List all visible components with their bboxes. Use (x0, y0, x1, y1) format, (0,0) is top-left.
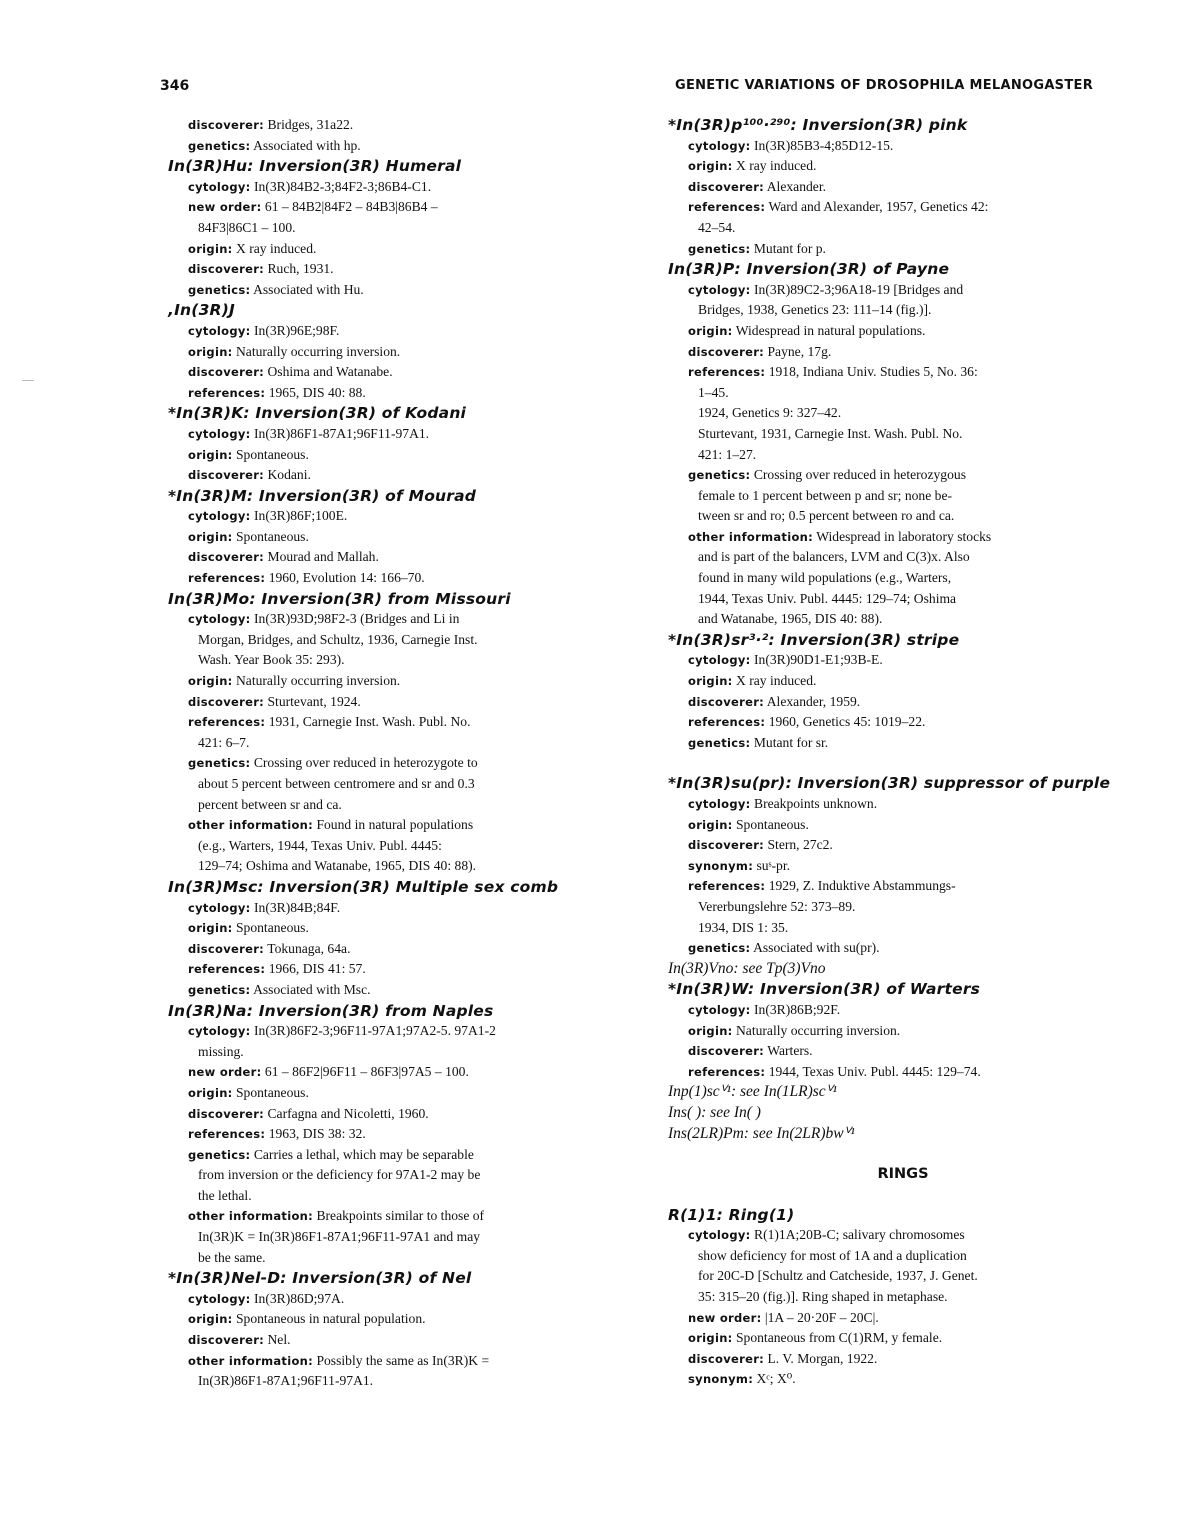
entry-field (168, 259, 598, 280)
entry-field (668, 197, 1098, 218)
entry-field (168, 918, 598, 939)
field-value: Found in natural populations (316, 817, 474, 833)
field-label: origin: (688, 1331, 733, 1346)
field-value: Naturally occurring inversion. (235, 673, 401, 689)
entry-field (668, 794, 1098, 815)
entry-field (668, 712, 1098, 733)
field-value: Mutant for sr. (753, 734, 829, 750)
continuation-line: Morgan, Bridges, and Schultz, 1936, Carnegie Inst. (198, 631, 478, 647)
field-value: Associated with Hu. (253, 281, 364, 297)
field-label: genetics: (688, 468, 751, 483)
field-value: In(3R)85B3-4;85D12-15. (754, 137, 894, 153)
entry-heading: *In(3R)p¹⁰⁰·²⁹⁰: Inversion(3R) pink (668, 116, 968, 134)
entry-field (168, 753, 598, 774)
entry-field (168, 1145, 598, 1166)
continuation-line: for 20C-D [Schultz and Catcheside, 1937, J. Genet. (698, 1268, 978, 1284)
entry-field (168, 280, 598, 301)
field-value: 1929, Z. Induktive Abstammungs- (768, 878, 956, 894)
field-value: Alexander, 1959. (766, 693, 861, 709)
continuation-line: 42–54. (698, 219, 736, 235)
field-value: In(3R)84B2-3;84F2-3;86B4-C1. (254, 178, 432, 194)
field-label: discoverer: (188, 262, 265, 277)
continuation-line: and is part of the balancers, LVM and C(3)x. Also (698, 549, 970, 565)
entry-field (168, 321, 598, 342)
entry-field (668, 136, 1098, 157)
entry-heading: In(3R)Na: Inversion(3R) from Naples (168, 1001, 494, 1020)
continuation-line: show deficiency for most of 1A and a duplication (698, 1247, 967, 1263)
field-value: Carries a lethal, which may be separable (253, 1146, 474, 1162)
field-value: Crossing over reduced in heterozygote to (253, 755, 478, 771)
continuation-line: Wash. Year Book 35: 293). (198, 652, 345, 668)
entry-field (168, 609, 598, 630)
entry-field (168, 424, 598, 445)
field-label: discoverer: (188, 365, 265, 380)
field-value: Carfagna and Nicoletti, 1960. (267, 1105, 429, 1121)
spacer (668, 753, 1098, 773)
field-value: In(3R)89C2-3;96A18-19 [Bridges and (754, 281, 964, 297)
continuation-line: tween sr and ro; 0.5 percent between ro and ca. (698, 508, 955, 524)
entry-field (168, 115, 598, 136)
field-value: Spontaneous. (235, 1084, 309, 1100)
continuation-line: found in many wild populations (e.g., Warters, (698, 570, 952, 586)
field-value: In(3R)93D;98F2-3 (Bridges and Li in (254, 611, 460, 627)
continuation-line: Vererbungslehre 52: 373–89. (698, 898, 856, 914)
continuation-line: from inversion or the deficiency for 97A1-2 may be (198, 1167, 481, 1183)
entry-field (168, 527, 598, 548)
field-label: other information: (688, 529, 814, 544)
field-label: genetics: (188, 1147, 251, 1162)
field-label: references: (688, 879, 766, 894)
field-value: 1918, Indiana Univ. Studies 5, No. 36: (768, 364, 978, 380)
field-label: references: (188, 962, 266, 977)
field-value: 1960, Genetics 45: 1019–22. (768, 714, 926, 730)
entry-field (668, 1062, 1098, 1083)
cross-reference: Inp(1)scⱽ¹: see In(1LR)scⱽ¹ (668, 1083, 837, 1101)
field-value: Tokunaga, 64a. (267, 940, 351, 956)
entry-field (168, 815, 598, 836)
field-label: genetics: (188, 756, 251, 771)
field-label: discoverer: (188, 118, 265, 132)
entry-field (168, 1351, 598, 1372)
field-value: X ray induced. (235, 240, 317, 256)
entry-field (168, 1206, 598, 1227)
field-value: Spontaneous. (235, 920, 309, 936)
field-value: Nel. (267, 1332, 291, 1348)
entry-field (168, 445, 598, 466)
continuation-line: 1934, DIS 1: 35. (698, 919, 789, 935)
field-label: discoverer: (188, 1106, 265, 1121)
field-value: Associated with hp. (253, 137, 361, 153)
field-value: 61 – 84B2|84F2 – 84B3|86B4 – (264, 199, 438, 215)
field-value: X ray induced. (735, 673, 817, 689)
continuation-line: In(3R)K = In(3R)86F1-87A1;96F11-97A1 and may (198, 1229, 481, 1245)
field-label: cytology: (188, 1291, 251, 1306)
field-label: references: (688, 365, 766, 380)
entry-field (668, 1021, 1098, 1042)
field-label: cytology: (188, 900, 251, 915)
field-label: references: (188, 1127, 266, 1142)
field-label: cytology: (188, 179, 251, 194)
running-title: GENETIC VARIATIONS OF DROSOPHILA MELANOGASTER (674, 78, 1093, 93)
entry-heading: *In(3R)W: Inversion(3R) of Warters (668, 980, 981, 999)
entry-field (168, 197, 598, 218)
field-value: Spontaneous. (235, 446, 309, 462)
field-label: new order: (688, 1310, 762, 1325)
field-label: cytology: (688, 653, 751, 668)
field-label: cytology: (688, 797, 751, 811)
entry-field (668, 527, 1098, 548)
entry-field (168, 362, 598, 383)
field-value: In(3R)86B;92F. (754, 1001, 841, 1017)
field-label: discoverer: (688, 838, 765, 853)
entry-field (168, 980, 598, 1001)
entry-field (668, 177, 1098, 198)
continuation-line: (e.g., Warters, 1944, Texas Univ. Publ. 4445: (198, 837, 442, 853)
entry-field (668, 692, 1098, 713)
field-label: new order: (188, 200, 262, 215)
entry-heading: In(3R)Mo: Inversion(3R) from Missouri (168, 589, 511, 608)
field-value: Breakpoints unknown. (754, 796, 878, 811)
field-label: origin: (688, 323, 733, 338)
field-value: In(3R)84B;84F. (254, 899, 341, 915)
continuation-line: and Watanabe, 1965, DIS 40: 88). (698, 611, 883, 627)
field-label: genetics: (688, 941, 751, 956)
continuation-line: In(3R)86F1-87A1;96F11-97A1. (198, 1373, 374, 1389)
field-label: cytology: (688, 1002, 751, 1017)
spacer (668, 1144, 1098, 1164)
entry-field (168, 692, 598, 713)
field-label: other information: (188, 1209, 314, 1224)
field-value: Stern, 27c2. (767, 837, 833, 853)
continuation-line: 129–74; Oshima and Watanabe, 1965, DIS 40: 88). (198, 858, 477, 874)
field-value: |1A – 20·20F – 20C|. (764, 1309, 879, 1325)
field-value: Sturtevant, 1924. (267, 693, 361, 709)
entry-field (168, 136, 598, 157)
entry-heading: *In(3R)M: Inversion(3R) of Mourad (168, 486, 477, 505)
field-label: origin: (188, 1312, 233, 1327)
page-number: 346 (160, 78, 190, 94)
field-label: discoverer: (688, 1044, 765, 1059)
field-value: Oshima and Watanabe. (267, 364, 393, 380)
right-column (668, 115, 1111, 1390)
field-label: discoverer: (188, 1333, 265, 1348)
continuation-line: 1944, Texas Univ. Publ. 4445: 129–74; Oshima (698, 590, 957, 606)
continuation-line: be the same. (198, 1249, 266, 1265)
entry-field (668, 733, 1098, 754)
field-label: genetics: (688, 241, 751, 256)
field-value: Ruch, 1931. (267, 261, 334, 277)
field-label: origin: (688, 817, 733, 832)
field-label: cytology: (688, 138, 751, 153)
field-value: Widespread in laboratory stocks (816, 528, 992, 544)
field-label: origin: (188, 921, 233, 936)
entry-field (668, 671, 1098, 692)
field-label: cytology: (188, 323, 251, 338)
cross-reference: Ins( ): see In( ) (668, 1103, 761, 1121)
continuation-line: 1–45. (698, 384, 729, 400)
entry-heading: *In(3R)su(pr): Inversion(3R) suppressor of purple (668, 774, 1111, 793)
field-label: discoverer: (688, 344, 765, 359)
entry-field (668, 876, 1098, 897)
field-value: Spontaneous in natural population. (235, 1311, 426, 1327)
field-value: R(1)1A;20B-C; salivary chromosomes (754, 1227, 965, 1243)
field-value: In(3R)86D;97A. (254, 1290, 345, 1306)
field-label: genetics: (188, 982, 251, 997)
field-label: cytology: (688, 1228, 751, 1243)
field-value: Breakpoints similar to those of (316, 1208, 485, 1224)
cross-reference: Ins(2LR)Pm: see In(2LR)bwⱽ¹ (668, 1124, 855, 1142)
entry-field (668, 280, 1098, 301)
entry-field (168, 239, 598, 260)
margin-mark (22, 380, 34, 381)
field-value: Warters. (767, 1043, 813, 1059)
field-value: In(3R)86F2-3;96F11-97A1;97A2-5. 97A1-2 (254, 1023, 496, 1039)
entry-field (168, 465, 598, 486)
continuation-line: Sturtevant, 1931, Carnegie Inst. Wash. Publ. No. (698, 425, 963, 441)
entry-heading: In(3R)Msc: Inversion(3R) Multiple sex comb (168, 877, 559, 896)
entry-field (168, 671, 598, 692)
entry-field (668, 1328, 1098, 1349)
field-value: Spontaneous from C(1)RM, y female. (735, 1330, 943, 1346)
continuation-line: Bridges, 1938, Genetics 23: 111–14 (fig.)]. (698, 302, 932, 318)
entry-field (168, 383, 598, 404)
field-label: other information: (188, 1353, 314, 1368)
entry-field (168, 1021, 598, 1042)
field-value: Kodani. (267, 467, 311, 483)
entry-heading: *In(3R)sr³·²: Inversion(3R) stripe (668, 630, 960, 649)
field-label: cytology: (188, 612, 251, 627)
field-label: discoverer: (188, 550, 265, 565)
entry-field (168, 506, 598, 527)
entry-field (668, 938, 1098, 959)
field-label: references: (188, 571, 266, 586)
entry-field (168, 1124, 598, 1145)
entry-field (668, 362, 1098, 383)
continuation-line: the lethal. (198, 1187, 252, 1203)
field-label: other information: (188, 818, 314, 833)
cross-reference: In(3R)Vno: see Tp(3)Vno (668, 959, 826, 977)
entry-field (668, 1000, 1098, 1021)
field-label: origin: (188, 529, 233, 544)
field-value: X ray induced. (735, 158, 817, 174)
entry-field (168, 1062, 598, 1083)
field-label: references: (688, 200, 766, 215)
field-value: Mutant for p. (753, 240, 826, 256)
field-label: origin: (188, 344, 233, 359)
entry-field (668, 650, 1098, 671)
continuation-line: missing. (198, 1043, 244, 1059)
field-value: Bridges, 31a22. (267, 117, 354, 132)
field-value: Crossing over reduced in heterozygous (753, 467, 966, 483)
entry-heading: ,In(3R)J (168, 301, 235, 320)
field-label: references: (688, 715, 766, 730)
field-label: synonym: (688, 858, 754, 873)
continuation-line: 84F3|86C1 – 100. (198, 219, 296, 235)
field-label: origin: (688, 159, 733, 174)
field-value: 1944, Texas Univ. Publ. 4445: 129–74. (768, 1063, 981, 1079)
field-label: origin: (688, 1023, 733, 1038)
field-label: references: (688, 1064, 766, 1079)
field-value: 1960, Evolution 14: 166–70. (268, 570, 425, 586)
field-label: cytology: (188, 426, 251, 441)
field-label: origin: (188, 241, 233, 256)
field-value: Naturally occurring inversion. (735, 1022, 901, 1038)
field-value: Spontaneous. (235, 528, 309, 544)
continuation-line: about 5 percent between centromere and sr and 0.3 (198, 776, 475, 791)
entry-field (168, 959, 598, 980)
field-label: origin: (688, 674, 733, 689)
entry-field (168, 898, 598, 919)
continuation-line: 421: 6–7. (198, 734, 250, 750)
field-value: Associated with su(pr). (753, 940, 880, 956)
entry-field (168, 1083, 598, 1104)
field-value: Associated with Msc. (253, 981, 371, 997)
entry-field (168, 177, 598, 198)
entry-field (168, 547, 598, 568)
entry-field (168, 568, 598, 589)
continuation-line: 421: 1–27. (698, 446, 757, 462)
entry-field (668, 156, 1098, 177)
entry-heading: *In(3R)Nel-D: Inversion(3R) of Nel (168, 1269, 472, 1288)
field-label: discoverer: (188, 468, 265, 483)
entry-field (668, 815, 1098, 836)
entry-field (168, 1330, 598, 1351)
left-column (168, 115, 598, 1392)
field-label: origin: (188, 674, 233, 689)
continuation-line: percent between sr and ca. (198, 796, 342, 812)
field-value: L. V. Morgan, 1922. (767, 1350, 878, 1366)
entry-field (668, 1308, 1098, 1329)
field-label: discoverer: (188, 694, 265, 709)
field-label: discoverer: (688, 179, 765, 194)
entry-heading: *In(3R)K: Inversion(3R) of Kodani (168, 404, 467, 423)
entry-field (168, 342, 598, 363)
entry-field (168, 939, 598, 960)
field-label: new order: (188, 1065, 262, 1080)
field-value: In(3R)86F1-87A1;96F11-97A1. (254, 425, 430, 441)
section-heading: RINGS (877, 1166, 929, 1183)
continuation-line: 1924, Genetics 9: 327–42. (698, 405, 842, 421)
entry-heading: In(3R)P: Inversion(3R) of Payne (668, 260, 950, 279)
entry-field (668, 239, 1098, 260)
entry-field (168, 1104, 598, 1125)
entry-field (668, 856, 1098, 877)
field-label: references: (188, 385, 266, 400)
field-label: cytology: (188, 509, 251, 524)
entry-field (668, 1349, 1098, 1370)
field-value: 1963, DIS 38: 32. (268, 1126, 366, 1142)
field-value: 61 – 86F2|96F11 – 86F3|97A5 – 100. (264, 1064, 469, 1080)
field-value: suˢ-pr. (756, 857, 790, 873)
field-value: Mourad and Mallah. (267, 549, 379, 565)
entry-field (668, 321, 1098, 342)
field-label: discoverer: (188, 941, 265, 956)
field-value: Naturally occurring inversion. (235, 343, 401, 359)
field-value: Payne, 17g. (767, 343, 832, 359)
entry-field (668, 1041, 1098, 1062)
continuation-line: 35: 315–20 (fig.)]. Ring shaped in metaphase. (698, 1289, 948, 1305)
field-value: 1931, Carnegie Inst. Wash. Publ. No. (268, 714, 471, 730)
entry-heading: R(1)1: Ring(1) (668, 1205, 795, 1224)
entry-field (168, 712, 598, 733)
field-value: Widespread in natural populations. (735, 322, 926, 338)
entry-field (168, 1309, 598, 1330)
field-label: synonym: (688, 1372, 754, 1387)
field-label: discoverer: (688, 1351, 765, 1366)
field-value: Xᶜ; X⁰. (756, 1371, 796, 1387)
field-value: Ward and Alexander, 1957, Genetics 42: (768, 199, 989, 215)
field-value: In(3R)90D1-E1;93B-E. (754, 652, 883, 668)
continuation-line: female to 1 percent between p and sr; none be- (698, 487, 953, 503)
field-value: 1966, DIS 41: 57. (268, 961, 366, 977)
field-value: Alexander. (766, 178, 826, 194)
entry-field (668, 835, 1098, 856)
entry-field (668, 1225, 1098, 1246)
entry-field (668, 465, 1098, 486)
field-label: discoverer: (688, 694, 765, 709)
spacer (668, 1185, 1098, 1205)
entry-field (668, 1369, 1098, 1390)
field-label: origin: (188, 447, 233, 462)
field-label: cytology: (188, 1024, 251, 1039)
field-value: In(3R)96E;98F. (254, 322, 340, 338)
field-value: Possibly the same as In(3R)K = (316, 1352, 490, 1368)
field-label: origin: (188, 1085, 233, 1100)
entry-field (668, 342, 1098, 363)
field-label: references: (188, 715, 266, 730)
field-label: genetics: (688, 735, 751, 750)
field-value: 1965, DIS 40: 88. (268, 384, 366, 400)
entry-field (168, 1289, 598, 1310)
entry-heading: In(3R)Hu: Inversion(3R) Humeral (168, 157, 462, 176)
field-label: genetics: (188, 282, 251, 297)
field-label: genetics: (188, 138, 251, 153)
field-label: cytology: (688, 282, 751, 297)
field-value: In(3R)86F;100E. (254, 508, 348, 524)
field-value: Spontaneous. (735, 816, 809, 832)
